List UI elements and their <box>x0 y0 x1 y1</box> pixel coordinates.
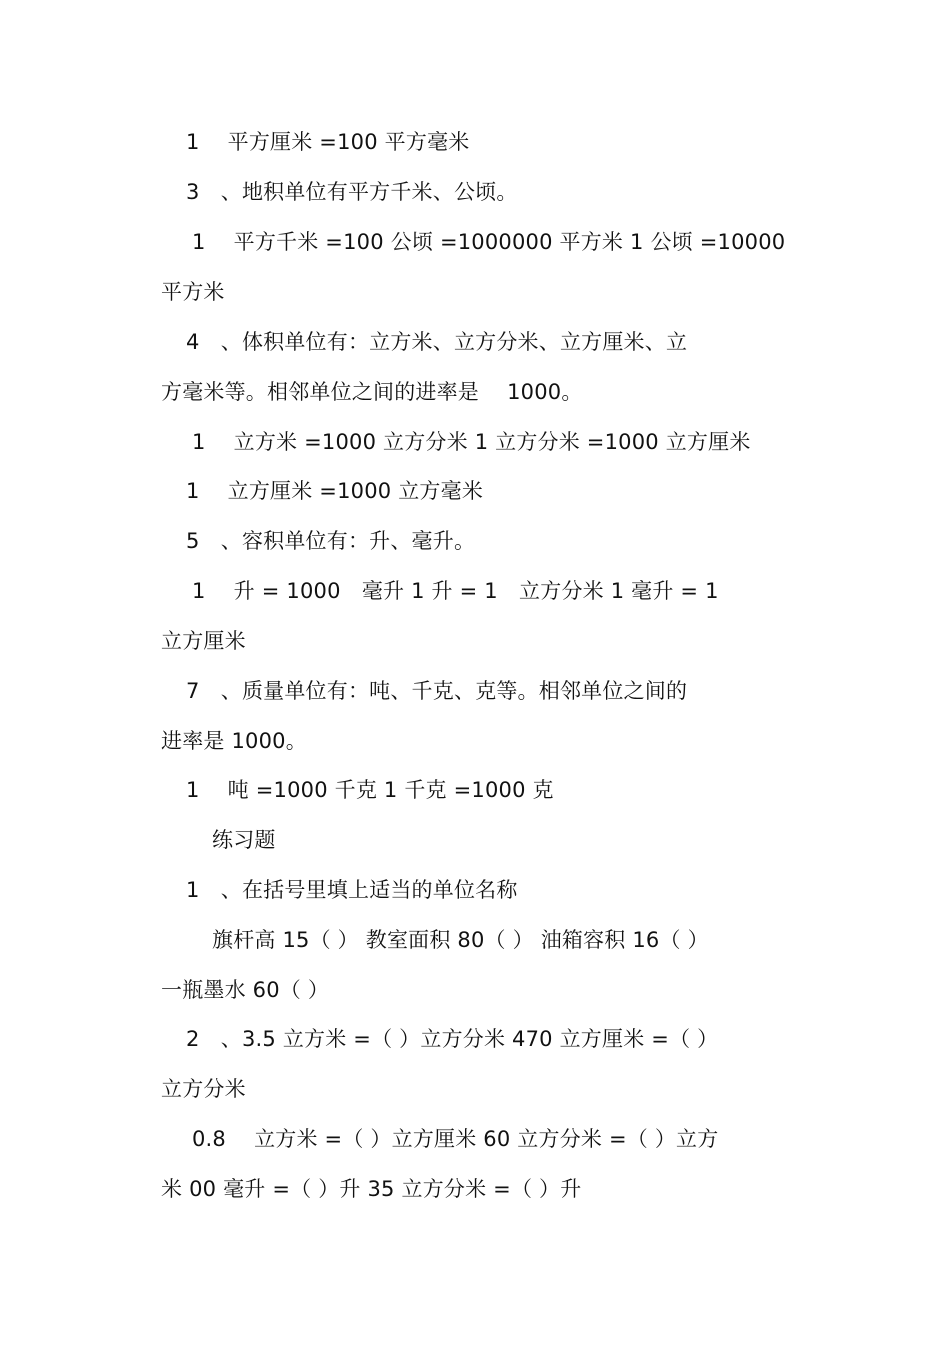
text-line: 进率是 1000。 <box>161 729 307 753</box>
text-line: 3 、地积单位有平方千米、公顷。 <box>186 180 518 204</box>
text-line: 1 升 = 1000 毫升 1 升 = 1 立方分米 1 毫升 = 1 <box>192 579 719 603</box>
text-line: 4 、体积单位有：立方米、立方分米、立方厘米、立 <box>186 330 688 354</box>
text-line: 1 、在括号里填上适当的单位名称 <box>186 878 518 902</box>
text-line: 1 平方厘米 =100 平方毫米 <box>186 130 470 154</box>
text-line: 2 、3.5 立方米 =（ ）立方分米 470 立方厘米 =（ ） <box>186 1027 719 1051</box>
text-line: 0.8 立方米 =（ ）立方厘米 60 立方分米 =（ ）立方 <box>192 1127 719 1151</box>
text-line: 一瓶墨水 60（ ） <box>161 978 330 1002</box>
text-line: 7 、质量单位有：吨、千克、克等。相邻单位之间的 <box>186 679 688 703</box>
text-line: 立方厘米 <box>161 629 246 653</box>
text-line: 立方分米 <box>161 1077 246 1101</box>
text-line: 1 立方厘米 =1000 立方毫米 <box>186 479 484 503</box>
text-line: 5 、容积单位有：升、毫升。 <box>186 529 476 553</box>
text-line: 1 立方米 =1000 立方分米 1 立方分米 =1000 立方厘米 <box>192 430 751 454</box>
text-line: 平方米 <box>161 280 225 304</box>
text-line: 练习题 <box>212 828 276 852</box>
text-line: 米 00 毫升 =（ ）升 35 立方分米 =（ ）升 <box>161 1177 582 1201</box>
text-line: 1 吨 =1000 千克 1 千克 =1000 克 <box>186 778 554 802</box>
text-line: 旗杆高 15（ ） 教室面积 80（ ） 油箱容积 16（ ） <box>212 928 709 952</box>
text-line: 方毫米等。相邻单位之间的进率是 1000。 <box>161 380 583 404</box>
text-line: 1 平方千米 =100 公顷 =1000000 平方米 1 公顷 =10000 <box>192 230 786 254</box>
